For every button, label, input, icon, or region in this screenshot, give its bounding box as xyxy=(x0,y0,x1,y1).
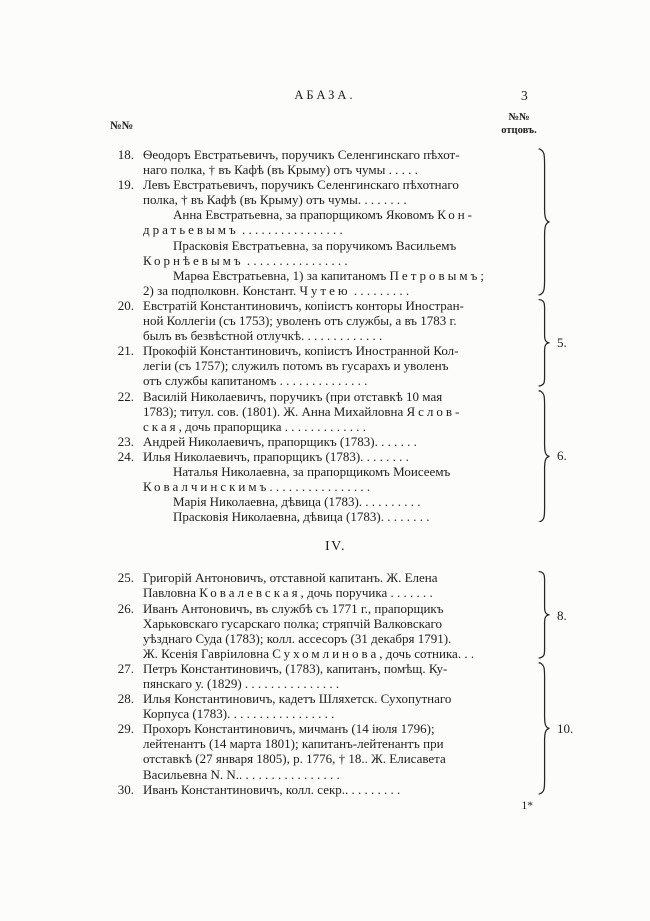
entry-text xyxy=(143,177,528,207)
entry-text xyxy=(143,268,528,298)
entry-number: 22. xyxy=(117,388,134,404)
entry-number xyxy=(100,494,134,509)
letterspaced-name: Сухомлинова xyxy=(272,645,380,661)
entry-line: дратьевымъ . . . . . . . . . . . . . . . . xyxy=(143,222,343,238)
entry-row xyxy=(100,389,600,434)
entry-number: 29. xyxy=(117,721,134,737)
entry-text xyxy=(143,570,528,600)
entry-text xyxy=(143,494,528,509)
entry-text xyxy=(143,464,528,494)
footer-signature-mark: 1* xyxy=(521,799,533,812)
father-number: 5. xyxy=(557,335,567,351)
entry-line: полка, † въ Кафѣ (въ Крыму) отъ чумы. . . . . . . . xyxy=(143,192,407,208)
entry-row xyxy=(100,570,600,600)
father-number: 8. xyxy=(557,607,567,623)
entry-line: Ѳеодоръ Евстратьевичъ, поручикъ Селенгинскаго пѣхот- xyxy=(143,147,460,162)
entry-line: легіи (съ 1757); служилъ потомъ въ гусарахъ и уволенъ xyxy=(143,358,449,374)
entry-line: Иванъ Константиновичъ, колл. секр.. . . . . . . . . xyxy=(143,781,401,797)
entry-number: 27. xyxy=(117,660,134,676)
entry-line: пянскаго у. (1829) . . . . . . . . . . . . . . . xyxy=(143,676,340,691)
entry-line: Прохоръ Константиновичъ, мичманъ (14 іюля 1796); xyxy=(143,721,435,737)
entry-text xyxy=(143,782,528,797)
entry-line: Харьковскаго гусарскаго полка; стряпчій Валковскаго xyxy=(143,615,443,631)
entries-area xyxy=(100,147,600,812)
entry-text xyxy=(143,434,528,449)
entry-number xyxy=(100,238,134,268)
entry-number xyxy=(100,268,134,298)
group-brace-icon xyxy=(537,390,550,523)
column-head-father-numbers-line2: отцовъ. xyxy=(501,125,537,136)
entry-number: 20. xyxy=(117,297,134,313)
entry-line: Петръ Константиновичъ, (1783), капитанъ, помѣщ. Ку- xyxy=(143,660,448,676)
entry-line: Левъ Евстратьевичъ, поручикъ Селенгинскаго пѣхотнаго xyxy=(143,177,459,193)
entry-line: Илья Константиновичъ, кадетъ Шляхетск. Сухопутнаго xyxy=(143,691,452,707)
entry-line: уѣзднаго Суда (1783); колл. ассесоръ (31 декабря 1791). xyxy=(143,630,452,646)
entry-number xyxy=(100,464,134,494)
entry-row xyxy=(100,464,600,494)
entry-text xyxy=(143,298,528,343)
entry-text xyxy=(143,147,528,177)
entry-row xyxy=(100,782,600,797)
entry-number: 18. xyxy=(117,147,134,162)
entry-row xyxy=(100,434,600,449)
entry-text xyxy=(143,661,528,691)
entry-line: Ж. Ксенія Гавріиловна Сухомлинова, дочь сотника. . . xyxy=(143,645,475,661)
entry-number: 26. xyxy=(117,600,134,616)
entry-row xyxy=(100,721,600,781)
entry-text xyxy=(143,389,528,434)
entry-row xyxy=(100,691,600,721)
entry-line: Корпуса (1783). . . . . . . . . . . . . . . . . xyxy=(143,706,335,722)
entry-row xyxy=(100,268,600,298)
entry-number: 25. xyxy=(117,570,134,586)
entry-text xyxy=(143,509,528,524)
entry-row xyxy=(100,661,600,691)
entry-text xyxy=(143,691,528,721)
entry-line: лейтенантъ (14 марта 1801); капитанъ-лейтенантъ при xyxy=(143,736,444,752)
entry-row xyxy=(100,207,600,237)
entry-row xyxy=(100,177,600,207)
entry-line: Корнѣевымъ . . . . . . . . . . . . . . . . xyxy=(143,252,348,268)
entry-line: Ковалчинскимъ. . . . . . . . . . . . . . . . xyxy=(143,479,371,495)
entry-line: Марія Николаевна, дѣвица (1783). . . . . . . . . . xyxy=(173,494,421,510)
entry-number: 28. xyxy=(117,691,134,707)
entry-line: Иванъ Антоновичъ, въ службѣ съ 1771 г., прапорщикъ xyxy=(143,600,444,616)
entry-line: отъ службы капитаномъ . . . . . . . . . . . . . . xyxy=(143,373,368,389)
entry-row xyxy=(100,147,600,177)
entry-number: 23. xyxy=(117,433,134,449)
letterspaced-name: дратьевымъ xyxy=(143,222,239,238)
entry-row xyxy=(100,238,600,268)
entry-row xyxy=(100,601,600,661)
group-brace-icon xyxy=(537,662,550,795)
father-number: 10. xyxy=(557,720,574,736)
entry-line: ская, дочь прапорщика . . . . . . . . . . . . . xyxy=(143,418,367,434)
entry-text xyxy=(143,601,528,661)
letterspaced-name: Корнѣевымъ xyxy=(143,252,244,268)
column-head-father-numbers xyxy=(491,111,547,137)
entry-line: Анна Евстратьевна, за прапорщикомъ Яковомъ Кон- xyxy=(173,207,475,223)
letterspaced-name: Яслов- xyxy=(406,403,463,419)
entry-text xyxy=(143,207,528,237)
entry-text xyxy=(143,721,528,781)
entry-line: Марѳа Евстратьевна, 1) за капитаномъ Петровымъ; xyxy=(173,267,484,283)
entry-line: Прасковія Николаевна, дѣвица (1783). . . . . . . . xyxy=(173,509,430,525)
column-head-father-numbers-line1: №№ xyxy=(508,112,530,123)
group-brace-icon xyxy=(537,148,550,296)
entry-number: 19. xyxy=(117,177,134,193)
entry-text xyxy=(143,449,528,464)
letterspaced-name: Кон- xyxy=(437,207,475,223)
entry-line: наго полка, † въ Кафѣ (въ Крыму) отъ чумы . . . . . xyxy=(143,162,418,178)
entry-line: Наталья Николаевна, за прапорщикомъ Моисеемъ xyxy=(173,463,451,479)
letterspaced-name: ская xyxy=(143,418,179,434)
entry-line: Андрей Николаевичъ, прапорщикъ (1783). . . . . . . xyxy=(143,433,417,449)
entry-text xyxy=(143,238,528,268)
entry-row xyxy=(100,494,600,509)
entry-line: Евстратій Константиновичъ, копіистъ конторы Иностран- xyxy=(143,297,464,313)
letterspaced-name: Ковалевская xyxy=(199,585,301,601)
column-head-entry-numbers: №№ xyxy=(110,120,134,132)
entry-line: Павловна Ковалевская, дочь поручика . . . . . . . xyxy=(143,585,433,601)
entry-line: 1783); титул. сов. (1801). Ж. Анна Михайловна Яслов- xyxy=(143,403,463,419)
entry-line: отставкѣ (27 января 1805), р. 1776, † 18.. Ж. Елисавета xyxy=(143,751,446,767)
entry-group xyxy=(100,298,600,389)
entry-number xyxy=(100,509,134,524)
group-brace-icon xyxy=(537,571,550,659)
group-brace-icon xyxy=(537,299,550,387)
entry-line: 2) за подполковн. Констант. Чутею . . . . . . . . . xyxy=(143,282,410,298)
entry-line: ной Коллегіи (съ 1753); уволенъ отъ службы, а въ 1783 г. xyxy=(143,313,457,329)
entry-number: 24. xyxy=(117,448,134,464)
entry-group xyxy=(100,661,600,797)
entry-line: Прокофій Константиновичъ, копіистъ Иностранной Кол- xyxy=(143,343,459,359)
letterspaced-name: Петровымъ xyxy=(389,267,481,283)
entry-number: 30. xyxy=(117,781,134,797)
page-number: 3 xyxy=(521,88,528,103)
entry-number: 21. xyxy=(117,343,134,359)
entry-row xyxy=(100,449,600,464)
entry-text xyxy=(143,343,528,388)
entry-group xyxy=(100,147,600,298)
entry-line: Василій Николаевичъ, поручикъ (при отставкѣ 10 мая xyxy=(143,388,443,404)
entry-row xyxy=(100,343,600,388)
section-heading: IV. xyxy=(325,539,346,555)
entry-row xyxy=(100,509,600,524)
entry-line: Прасковія Евстратьевна, за поручикомъ Васильемъ xyxy=(173,237,457,253)
running-head-title: АБАЗА. xyxy=(294,88,356,102)
entry-group xyxy=(100,570,600,661)
entry-line: Васильевна N. N.. . . . . . . . . . . . . . . . xyxy=(143,766,340,782)
entry-line: Илья Николаевичъ, прапорщикъ (1783). . . . . . . . xyxy=(143,448,409,464)
entry-line: былъ въ безвѣстной отлучкѣ. . . . . . . . . . . . . xyxy=(143,328,383,344)
entries-body xyxy=(100,147,600,797)
entry-row xyxy=(100,298,600,343)
entry-line: Григорій Антоновичъ, отставной капитанъ. Ж. Елена xyxy=(143,570,438,586)
entry-number xyxy=(100,207,134,237)
father-number: 6. xyxy=(557,448,567,464)
letterspaced-name: Ковалчинскимъ xyxy=(143,479,270,495)
entry-group xyxy=(100,389,600,525)
letterspaced-name: Чутею xyxy=(299,282,351,298)
